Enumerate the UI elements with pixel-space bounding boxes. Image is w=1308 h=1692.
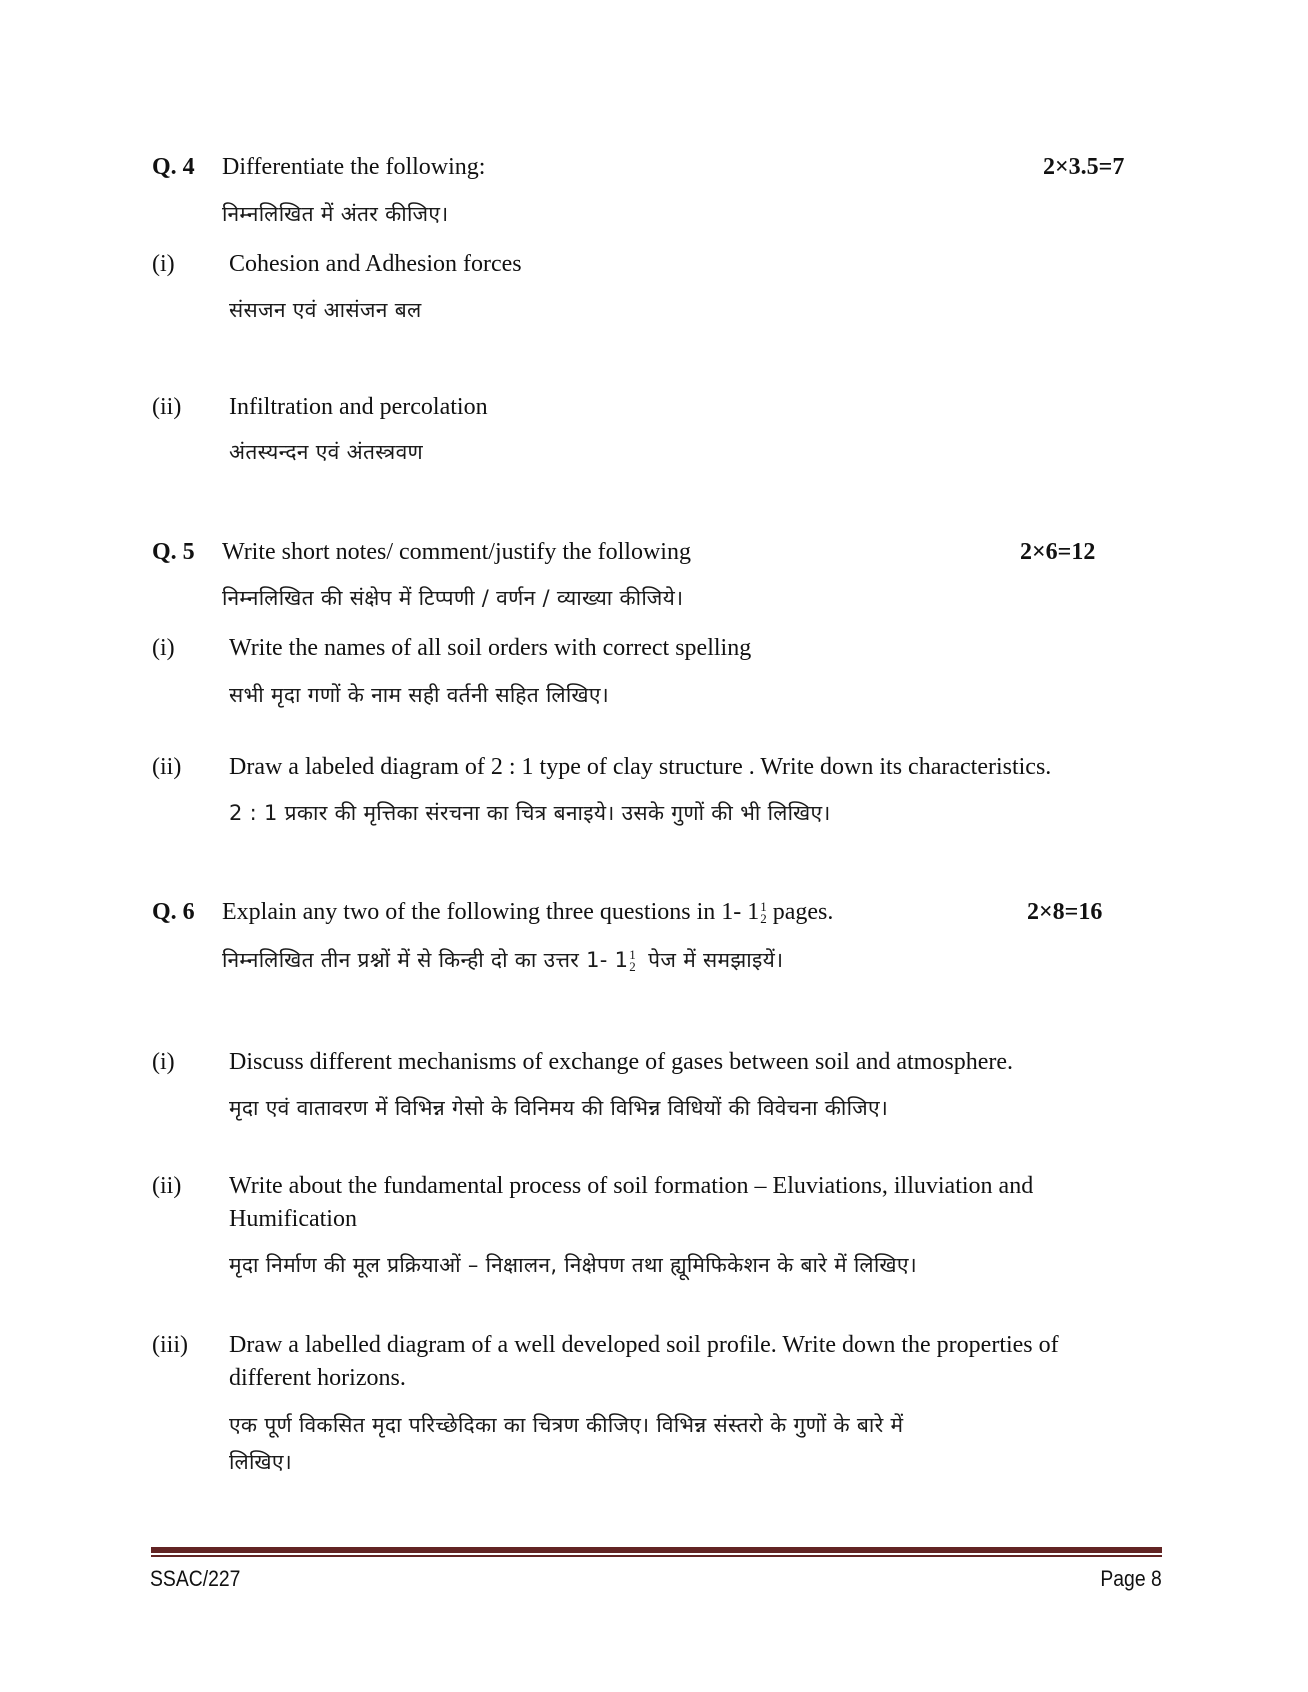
q6-item-text-cont: different horizons. [229, 1365, 406, 1391]
q4-item-label: (i) [152, 251, 175, 277]
q6-item-text: Write about the fundamental process of soil formation – Eluviations, illuviation and [229, 1173, 1034, 1199]
q4-item-label: (ii) [152, 394, 182, 420]
q5-item-label: (i) [152, 635, 175, 661]
q4-title-hindi: निम्नलिखित में अंतर कीजिए। [222, 202, 449, 226]
q4-item-text: Infiltration and percolation [229, 394, 488, 420]
q6-item-text: Discuss different mechanisms of exchange of gases between soil and atmosphere. [229, 1049, 1013, 1075]
q5-marks: 2×6=12 [1020, 539, 1096, 565]
footer-rule-thin [151, 1555, 1162, 1557]
q4-item-hindi: संसजन एवं आसंजन बल [229, 298, 422, 322]
q4-item-text: Cohesion and Adhesion forces [229, 251, 522, 277]
q6-item-text-cont: Humification [229, 1206, 357, 1232]
fraction-numerator: 1 [760, 899, 767, 915]
q5-item-hindi: सभी मृदा गणों के नाम सही वर्तनी सहित लिखिए। [229, 683, 610, 707]
q6-title-hindi-text: निम्नलिखित तीन प्रश्नों में से किन्ही दो का उत्तर 1- 1 [222, 948, 629, 972]
q6-item-label: (ii) [152, 1173, 182, 1199]
q6-item-label: (i) [152, 1049, 175, 1075]
q4-item-hindi: अंतस्यन्दन एवं अंतस्त्रवण [229, 440, 424, 464]
q5-number: Q. 5 [152, 539, 195, 565]
q6-item-text: Draw a labelled diagram of a well developed soil profile. Write down the properties of [229, 1332, 1059, 1358]
footer-rule-thick [151, 1547, 1162, 1553]
q5-item-label: (ii) [152, 754, 182, 780]
q6-title-text-end: pages. [772, 899, 834, 925]
q5-title-hindi: निम्नलिखित की संक्षेप में टिप्पणी / वर्णन / व्याख्या कीजिये। [222, 586, 684, 610]
q5-item-text: Write the names of all soil orders with correct spelling [229, 635, 752, 661]
q6-title-text: Explain any two of the following three questions in 1- 1 [222, 899, 760, 925]
q6-marks: 2×8=16 [1027, 899, 1103, 925]
q4-title: Differentiate the following: [222, 154, 486, 180]
q6-number: Q. 6 [152, 899, 195, 925]
q6-item-label: (iii) [152, 1332, 188, 1358]
fraction-numerator: 1 [629, 947, 637, 962]
fraction-denominator: 2 [629, 959, 637, 974]
q6-item-hindi: एक पूर्ण विकसित मृदा परिच्छेदिका का चित्रण कीजिए। विभिन्न संस्तरो के गुणों के बारे में [229, 1413, 904, 1437]
footer-page-number: Page 8 [1100, 1566, 1162, 1591]
q4-marks: 2×3.5=7 [1043, 154, 1125, 180]
q6-title-hindi [222, 946, 783, 974]
q5-item-text: Draw a labeled diagram of 2 : 1 type of clay structure . Write down its characteristics. [229, 754, 1052, 780]
fraction-denominator: 2 [760, 911, 767, 927]
q6-item-hindi-cont: लिखिए। [229, 1450, 293, 1474]
q4-number: Q. 4 [152, 154, 195, 180]
q5-item-hindi: 2 : 1 प्रकार की मृत्तिका संरचना का चित्र बनाइये। उसके गुणों की भी लिखिए। [229, 801, 831, 825]
q5-title: Write short notes/ comment/justify the following [222, 539, 691, 565]
q6-item-hindi: मृदा एवं वातावरण में विभिन्न गेसो के विनिमय की विभिन्न विधियों की विवेचना कीजिए। [229, 1096, 889, 1120]
fraction-one-half [629, 949, 636, 973]
q6-title-hindi-text-end: पेज में समझाइयें। [648, 948, 784, 972]
q6-item-hindi: मृदा निर्माण की मूल प्रक्रियाओं – निक्षालन, निक्षेपण तथा ह्यूमिफिकेशन के बारे में लिखिए। [229, 1253, 917, 1277]
fraction-one-half [760, 901, 767, 925]
footer-course-code: SSAC/227 [150, 1566, 241, 1591]
q6-title [222, 898, 833, 926]
